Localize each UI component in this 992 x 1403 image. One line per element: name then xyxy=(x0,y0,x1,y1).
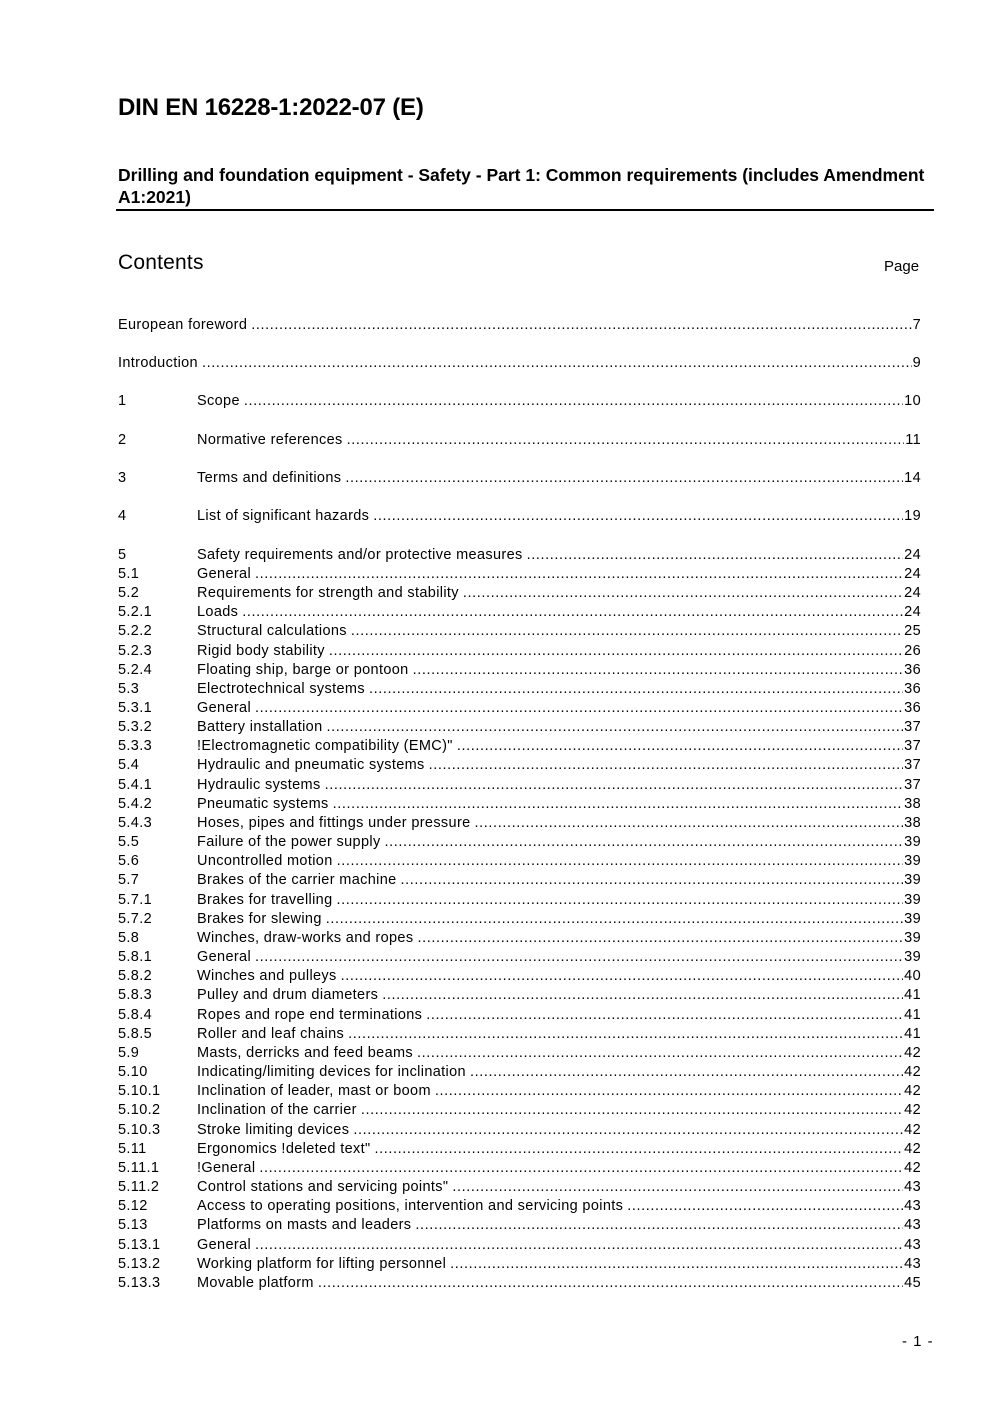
toc-entry[interactable] xyxy=(118,1082,921,1101)
toc-section-title: Battery installation xyxy=(197,719,323,735)
toc-dot-leader xyxy=(255,1236,903,1255)
toc-dot-leader xyxy=(457,737,903,756)
toc-section-number: 5.4.1 xyxy=(118,777,152,793)
toc-section-number: 5.2.4 xyxy=(118,662,152,678)
toc-section-title: Electrotechnical systems xyxy=(197,681,365,697)
toc-page-number: 42 xyxy=(904,1160,921,1176)
toc-entry[interactable] xyxy=(118,1140,921,1159)
toc-entry[interactable] xyxy=(118,1255,921,1274)
toc-section-number: 5.3.1 xyxy=(118,700,152,716)
toc-entry[interactable] xyxy=(118,699,921,718)
toc-page-number: 40 xyxy=(904,968,921,984)
toc-section-title: !Electromagnetic compatibility (EMC)" xyxy=(197,738,453,754)
toc-dot-leader xyxy=(259,1159,903,1178)
toc-section-number: 5.11 xyxy=(118,1141,147,1157)
toc-entry[interactable] xyxy=(118,469,921,488)
toc-page-number: 45 xyxy=(904,1275,921,1291)
toc-section-number: 2 xyxy=(118,432,127,448)
toc-dot-leader xyxy=(341,967,904,986)
toc-section-title: Introduction xyxy=(118,355,198,371)
toc-entry[interactable] xyxy=(118,392,921,411)
toc-page-number: 42 xyxy=(904,1064,921,1080)
toc-page-number: 11 xyxy=(905,432,921,448)
toc-section-number: 5.2 xyxy=(118,585,140,601)
toc-page-number: 25 xyxy=(904,623,921,639)
toc-section-number: 5.12 xyxy=(118,1198,148,1214)
toc-section-title: Pulley and drum diameters xyxy=(197,987,379,1003)
toc-section-title: General xyxy=(197,949,252,965)
toc-section-title: Movable platform xyxy=(197,1275,314,1291)
toc-page-number: 39 xyxy=(904,853,921,869)
toc-section-title: Ergonomics !deleted text" xyxy=(197,1141,371,1157)
toc-section-title: !General xyxy=(197,1160,256,1176)
toc-entry[interactable] xyxy=(118,1006,921,1025)
toc-page-number: 43 xyxy=(904,1198,921,1214)
toc-section-number: 5.13 xyxy=(118,1217,148,1233)
toc-section-title: General xyxy=(197,1237,252,1253)
toc-entry[interactable] xyxy=(118,1063,921,1082)
toc-dot-leader xyxy=(242,603,903,622)
toc-section-number: 5.8.4 xyxy=(118,1007,152,1023)
toc-entry[interactable] xyxy=(118,431,921,450)
toc-section-title: Requirements for strength and stability xyxy=(197,585,459,601)
toc-section-number: 5.9 xyxy=(118,1045,140,1061)
toc-section-title: Control stations and servicing points" xyxy=(197,1179,449,1195)
toc-section-title: European foreword xyxy=(118,317,248,333)
toc-section-number: 4 xyxy=(118,508,127,524)
document-subtitle: Drilling and foundation equipment - Safety - Part 1: Common requirements (includes Amendment A1:2021) xyxy=(118,165,925,207)
toc-section-title: Hydraulic systems xyxy=(197,777,321,793)
toc-page-number: 37 xyxy=(904,777,921,793)
toc-dot-leader xyxy=(415,1216,903,1235)
toc-section-number: 5.11.2 xyxy=(118,1179,160,1195)
toc-dot-leader xyxy=(452,1178,903,1197)
toc-page-number: 43 xyxy=(904,1217,921,1233)
toc-page-number: 37 xyxy=(904,719,921,735)
toc-entry[interactable] xyxy=(118,642,921,661)
toc-dot-leader xyxy=(326,718,903,737)
toc-dot-leader xyxy=(325,776,904,795)
toc-entry[interactable] xyxy=(118,1197,921,1216)
toc-section-title: Terms and definitions xyxy=(197,470,342,486)
toc-page-number: 10 xyxy=(904,393,921,409)
toc-section-title: Inclination of leader, mast or boom xyxy=(197,1083,431,1099)
toc-dot-leader xyxy=(470,1063,903,1082)
toc-entry[interactable] xyxy=(118,756,921,775)
toc-dot-leader xyxy=(318,1274,903,1293)
toc-dot-leader xyxy=(329,642,903,661)
toc-section-title: Platforms on masts and leaders xyxy=(197,1217,412,1233)
toc-dot-leader xyxy=(426,1006,903,1025)
toc-entry[interactable] xyxy=(118,1178,921,1197)
toc-page-number: 43 xyxy=(904,1256,921,1272)
toc-section-title: Stroke limiting devices xyxy=(197,1122,350,1138)
toc-dot-leader xyxy=(361,1101,903,1120)
toc-section-number: 5.10 xyxy=(118,1064,148,1080)
toc-section-number: 5.5 xyxy=(118,834,140,850)
toc-entry[interactable] xyxy=(118,316,921,335)
toc-dot-leader xyxy=(347,431,905,450)
toc-page-number: 36 xyxy=(904,662,921,678)
toc-page-number: 39 xyxy=(904,872,921,888)
toc-section-number: 3 xyxy=(118,470,127,486)
toc-entry[interactable] xyxy=(118,1159,921,1178)
toc-section-number: 5.8 xyxy=(118,930,140,946)
toc-dot-leader xyxy=(475,814,904,833)
toc-section-title: Winches and pulleys xyxy=(197,968,337,984)
toc-section-number: 5.7.1 xyxy=(118,892,152,908)
toc-page-number: 42 xyxy=(904,1122,921,1138)
toc-page-number: 24 xyxy=(904,566,921,582)
toc-section-number: 5.1 xyxy=(118,566,140,582)
toc-section-title: Ropes and rope end terminations xyxy=(197,1007,423,1023)
toc-page-number: 42 xyxy=(904,1102,921,1118)
toc-entry[interactable] xyxy=(118,1044,921,1063)
toc-section-number: 5.7.2 xyxy=(118,911,152,927)
toc-page-number: 36 xyxy=(904,681,921,697)
toc-section-number: 5.3 xyxy=(118,681,140,697)
toc-page-number: 39 xyxy=(904,949,921,965)
toc-page-number: 43 xyxy=(904,1237,921,1253)
toc-section-number: 5.8.3 xyxy=(118,987,152,1003)
toc-dot-leader xyxy=(450,1255,903,1274)
toc-dot-leader xyxy=(413,661,904,680)
toc-page-number: 39 xyxy=(904,930,921,946)
toc-dot-leader xyxy=(435,1082,903,1101)
toc-dot-leader xyxy=(251,316,911,335)
toc-entry[interactable] xyxy=(118,1101,921,1120)
toc-section-number: 5.13.1 xyxy=(118,1237,161,1253)
toc-section-title: Indicating/limiting devices for inclination xyxy=(197,1064,466,1080)
toc-section-number: 5.3.3 xyxy=(118,738,152,754)
toc-page-number: 14 xyxy=(904,470,921,486)
toc-dot-leader xyxy=(385,833,904,852)
toc-entry[interactable] xyxy=(118,1274,921,1293)
toc-section-title: Roller and leaf chains xyxy=(197,1026,345,1042)
toc-entry[interactable] xyxy=(118,891,921,910)
toc-section-number: 5.10.3 xyxy=(118,1122,161,1138)
toc-page-number: 43 xyxy=(904,1179,921,1195)
toc-entry[interactable] xyxy=(118,737,921,756)
toc-dot-leader xyxy=(337,852,904,871)
toc-section-title: Floating ship, barge or pontoon xyxy=(197,662,409,678)
toc-dot-leader xyxy=(255,948,903,967)
title-divider xyxy=(116,209,934,211)
toc-section-number: 5.10.2 xyxy=(118,1102,161,1118)
toc-section-title: Brakes of the carrier machine xyxy=(197,872,397,888)
toc-section-number: 5 xyxy=(118,547,127,563)
toc-dot-leader xyxy=(374,1140,903,1159)
toc-page-number: 42 xyxy=(904,1045,921,1061)
toc-dot-leader xyxy=(627,1197,903,1216)
toc-entry[interactable] xyxy=(118,948,921,967)
toc-page-number: 37 xyxy=(904,757,921,773)
toc-entry[interactable] xyxy=(118,546,921,565)
toc-entry[interactable] xyxy=(118,718,921,737)
toc-dot-leader xyxy=(417,929,903,948)
contents-heading: Contents xyxy=(118,251,204,274)
toc-section-title: Inclination of the carrier xyxy=(197,1102,357,1118)
toc-entry[interactable] xyxy=(118,1216,921,1235)
toc-section-number: 5.8.1 xyxy=(118,949,152,965)
document-title: DIN EN 16228-1:2022-07 (E) xyxy=(118,94,424,121)
toc-entry[interactable] xyxy=(118,354,921,373)
toc-section-title: Working platform for lifting personnel xyxy=(197,1256,447,1272)
toc-page-number: 39 xyxy=(904,834,921,850)
page-column-heading: Page xyxy=(884,258,920,275)
toc-page-number: 38 xyxy=(904,796,921,812)
toc-section-number: 5.8.2 xyxy=(118,968,152,984)
toc-section-title: Failure of the power supply xyxy=(197,834,381,850)
toc-page-number: 19 xyxy=(904,508,921,524)
toc-entry[interactable] xyxy=(118,986,921,1005)
toc-section-title: Brakes for slewing xyxy=(197,911,322,927)
toc-entry[interactable] xyxy=(118,1025,921,1044)
toc-dot-leader xyxy=(382,986,903,1005)
toc-dot-leader xyxy=(326,910,903,929)
toc-page-number: 9 xyxy=(912,355,921,371)
toc-section-number: 5.13.2 xyxy=(118,1256,161,1272)
toc-section-number: 5.4.2 xyxy=(118,796,152,812)
toc-dot-leader xyxy=(337,891,904,910)
toc-page-number: 36 xyxy=(904,700,921,716)
toc-dot-leader xyxy=(429,756,904,775)
toc-entry[interactable] xyxy=(118,622,921,641)
toc-entry[interactable] xyxy=(118,565,921,584)
page-number: - 1 - xyxy=(902,1333,934,1350)
toc-entry[interactable] xyxy=(118,929,921,948)
toc-entry[interactable] xyxy=(118,1121,921,1140)
toc-section-number: 5.7 xyxy=(118,872,140,888)
toc-entry[interactable] xyxy=(118,584,921,603)
toc-entry[interactable] xyxy=(118,603,921,622)
toc-section-number: 5.4.3 xyxy=(118,815,152,831)
toc-dot-leader xyxy=(345,469,903,488)
toc-section-title: Uncontrolled motion xyxy=(197,853,333,869)
toc-section-title: General xyxy=(197,700,252,716)
toc-dot-leader xyxy=(333,795,903,814)
toc-entry[interactable] xyxy=(118,852,921,871)
toc-section-number: 5.2.2 xyxy=(118,623,152,639)
toc-section-title: Masts, derricks and feed beams xyxy=(197,1045,414,1061)
toc-page-number: 41 xyxy=(904,1026,921,1042)
toc-page-number: 38 xyxy=(904,815,921,831)
toc-entry[interactable] xyxy=(118,871,921,890)
toc-section-number: 5.8.5 xyxy=(118,1026,152,1042)
toc-dot-leader xyxy=(527,546,904,565)
toc-section-title: Winches, draw-works and ropes xyxy=(197,930,414,946)
toc-section-title: Pneumatic systems xyxy=(197,796,329,812)
toc-dot-leader xyxy=(202,354,912,373)
toc-page-number: 24 xyxy=(904,585,921,601)
toc-dot-leader xyxy=(373,507,903,526)
toc-section-number: 5.4 xyxy=(118,757,140,773)
toc-section-title: List of significant hazards xyxy=(197,508,370,524)
toc-entry[interactable] xyxy=(118,795,921,814)
toc-page-number: 42 xyxy=(904,1141,921,1157)
toc-dot-leader xyxy=(401,871,904,890)
toc-entry[interactable] xyxy=(118,833,921,852)
toc-dot-leader xyxy=(348,1025,903,1044)
toc-page-number: 41 xyxy=(904,987,921,1003)
toc-entry[interactable] xyxy=(118,680,921,699)
toc-dot-leader xyxy=(351,622,903,641)
toc-section-title: General xyxy=(197,566,252,582)
toc-section-title: Safety requirements and/or protective measures xyxy=(197,547,523,563)
toc-page-number: 42 xyxy=(904,1083,921,1099)
toc-section-title: Hoses, pipes and fittings under pressure xyxy=(197,815,471,831)
toc-dot-leader xyxy=(369,680,903,699)
toc-page-number: 39 xyxy=(904,911,921,927)
toc-page-number: 39 xyxy=(904,892,921,908)
toc-entry[interactable] xyxy=(118,910,921,929)
toc-dot-leader xyxy=(255,699,903,718)
toc-section-title: Normative references xyxy=(197,432,343,448)
toc-section-number: 5.10.1 xyxy=(118,1083,161,1099)
toc-page-number: 7 xyxy=(912,317,921,333)
toc-section-title: Rigid body stability xyxy=(197,643,325,659)
toc-section-number: 5.2.1 xyxy=(118,604,152,620)
toc-section-title: Scope xyxy=(197,393,240,409)
toc-page-number: 37 xyxy=(904,738,921,754)
toc-section-title: Hydraulic and pneumatic systems xyxy=(197,757,425,773)
toc-entry[interactable] xyxy=(118,507,921,526)
toc-section-number: 1 xyxy=(118,393,127,409)
toc-dot-leader xyxy=(417,1044,903,1063)
toc-section-title: Structural calculations xyxy=(197,623,347,639)
toc-page-number: 24 xyxy=(904,604,921,620)
toc-dot-leader xyxy=(463,584,903,603)
toc-entry[interactable] xyxy=(118,814,921,833)
toc-dot-leader xyxy=(255,565,903,584)
toc-section-number: 5.6 xyxy=(118,853,140,869)
toc-section-title: Brakes for travelling xyxy=(197,892,333,908)
toc-section-number: 5.13.3 xyxy=(118,1275,161,1291)
toc-entry[interactable] xyxy=(118,661,921,680)
toc-section-title: Loads xyxy=(197,604,239,620)
toc-dot-leader xyxy=(353,1121,903,1140)
toc-section-number: 5.2.3 xyxy=(118,643,152,659)
toc-dot-leader xyxy=(244,392,903,411)
toc-section-number: 5.3.2 xyxy=(118,719,152,735)
toc-page-number: 26 xyxy=(904,643,921,659)
toc-section-title: Access to operating positions, intervention and servicing points xyxy=(197,1198,624,1214)
toc-entry[interactable] xyxy=(118,776,921,795)
toc-entry[interactable] xyxy=(118,1236,921,1255)
toc-entry[interactable] xyxy=(118,967,921,986)
toc-page-number: 24 xyxy=(904,547,921,563)
toc-section-number: 5.11.1 xyxy=(118,1160,160,1176)
toc-page-number: 41 xyxy=(904,1007,921,1023)
